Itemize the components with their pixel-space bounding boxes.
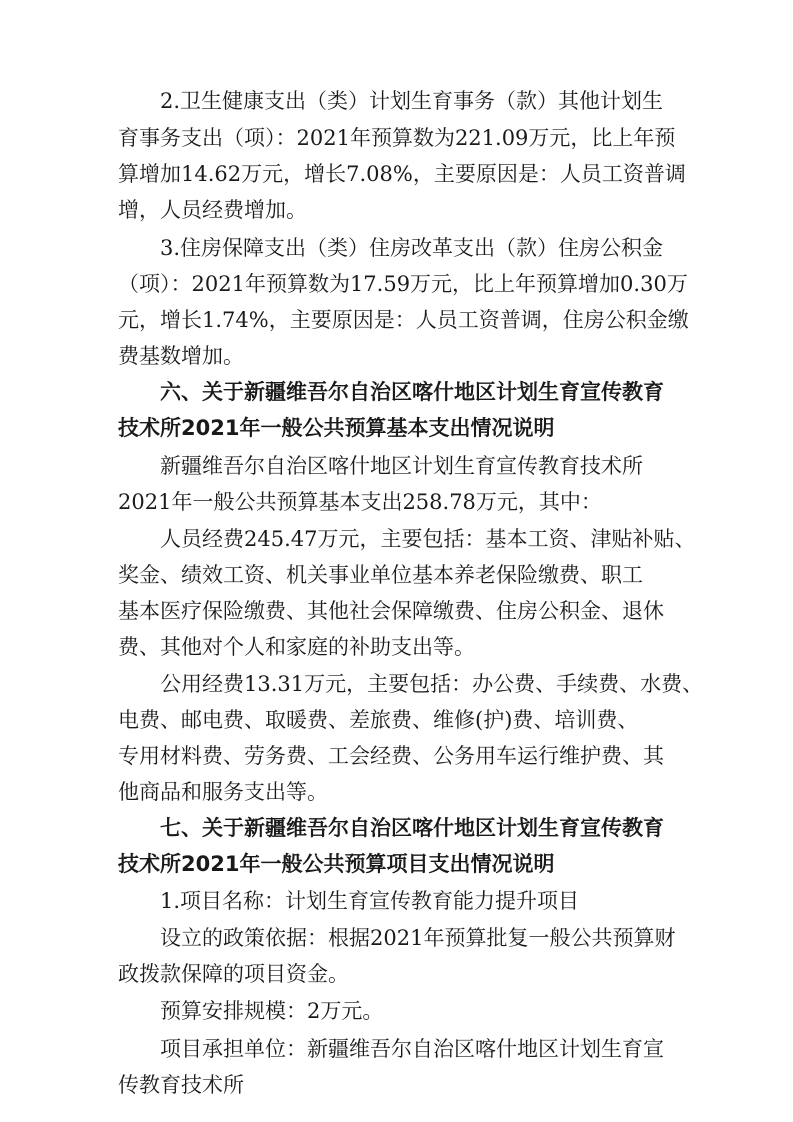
- text-line: 2.卫生健康支出（类）计划生育事务（款）其他计划生: [160, 89, 664, 113]
- text-line: 算增加14.62万元，增长7.08%，主要原因是：人员工资普调: [118, 162, 686, 186]
- text-line: 传教育技术所: [118, 1073, 244, 1097]
- section-heading: 技术所2021年一般公共预算项目支出情况说明: [118, 852, 555, 876]
- text-line: 政拨款保障的项目资金。: [118, 962, 349, 986]
- text-line: 项目承担单位：新疆维吾尔自治区喀什地区计划生育宣: [160, 1037, 664, 1061]
- text-line: 基本医疗保险缴费、其他社会保障缴费、住房公积金、退休: [118, 599, 664, 623]
- section-heading: 六、关于新疆维吾尔自治区喀什地区计划生育宣传教育: [160, 380, 664, 404]
- text-line: 费、其他对个人和家庭的补助支出等。: [118, 635, 475, 659]
- text-line: 2021年一般公共预算基本支出258.78万元，其中：: [118, 490, 602, 514]
- text-line: 元，增长1.74%，主要原因是：人员工资普调，住房公积金缴: [118, 308, 689, 332]
- text-line: 电费、邮电费、取暖费、差旅费、维修(护)费、培训费、: [118, 708, 639, 732]
- text-line: 专用材料费、劳务费、工会经费、公务用车运行维护费、其: [118, 744, 664, 768]
- text-line: 设立的政策依据：根据2021年预算批复一般公共预算财: [160, 926, 676, 950]
- text-line: 他商品和服务支出等。: [118, 780, 328, 804]
- text-line: 公用经费13.31万元，主要包括：办公费、手续费、水费、: [160, 672, 704, 696]
- text-line: 费基数增加。: [118, 344, 244, 368]
- text-line: 育事务支出（项）：2021年预算数为221.09万元，比上年预: [118, 126, 676, 150]
- section-heading: 技术所2021年一般公共预算基本支出情况说明: [118, 416, 555, 440]
- text-line: 1.项目名称：计划生育宣传教育能力提升项目: [160, 889, 580, 913]
- text-line: （项）：2021年预算数为17.59万元，比上年预算增加0.30万: [118, 272, 688, 296]
- text-line: 新疆维吾尔自治区喀什地区计划生育宣传教育技术所: [160, 454, 643, 478]
- text-line: 奖金、绩效工资、机关事业单位基本养老保险缴费、职工: [118, 563, 643, 587]
- text-line: 增，人员经费增加。: [118, 198, 307, 222]
- section-heading: 七、关于新疆维吾尔自治区喀什地区计划生育宣传教育: [160, 816, 664, 840]
- text-line: 人员经费245.47万元，主要包括：基本工资、津贴补贴、: [160, 527, 696, 551]
- text-line: 3.住房保障支出（类）住房改革支出（款）住房公积金: [160, 236, 664, 260]
- text-line: 预算安排规模：2万元。: [160, 999, 384, 1023]
